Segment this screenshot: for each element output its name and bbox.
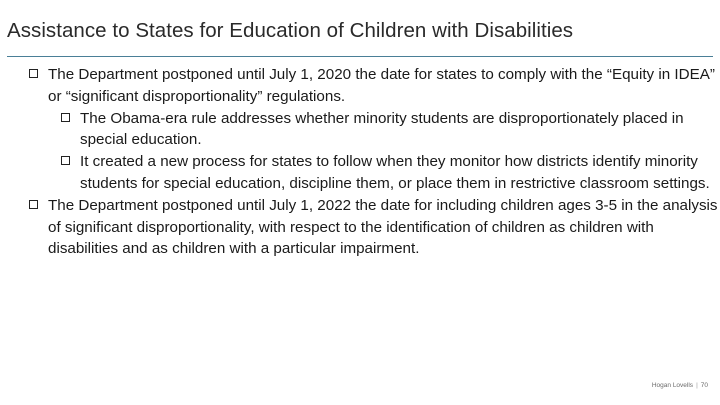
checkbox-bullet-icon: [29, 69, 38, 78]
footer-brand: Hogan Lovells: [651, 382, 694, 389]
bullet-item: [0, 195, 720, 260]
slide-footer: [652, 382, 708, 389]
bullet-text: The Obama-era rule addresses whether minority students are disproportionately placed in special education.: [80, 109, 684, 149]
bullet-text: The Department postponed until July 1, 2022 the date for including children ages 3-5 in the analysis of significant disproportionality, with respect to the identification of children as children with disabilities and as children with a particular impairment.: [48, 196, 718, 258]
sub-bullet-item: [0, 108, 720, 152]
bullet-list: [0, 64, 720, 260]
checkbox-bullet-icon: [61, 113, 70, 122]
bullet-text: The Department postponed until July 1, 2020 the date for states to comply with the “Equity in IDEA” or “significant disproportionality” regulations.: [48, 66, 715, 105]
footer-separator: |: [696, 382, 698, 389]
sub-bullet-item: [0, 151, 720, 195]
slide-title: Assistance to States for Education of Children with Disabilities: [7, 19, 574, 42]
page-number: 70: [700, 382, 708, 389]
bullet-item: [0, 64, 720, 108]
checkbox-bullet-icon: [61, 156, 70, 165]
checkbox-bullet-icon: [29, 200, 38, 209]
bullet-text: It created a new process for states to follow when they monitor how districts identify minority students for special education, discipline them, or place them in restrictive classroom settings.: [80, 153, 710, 192]
title-divider: [7, 56, 713, 57]
